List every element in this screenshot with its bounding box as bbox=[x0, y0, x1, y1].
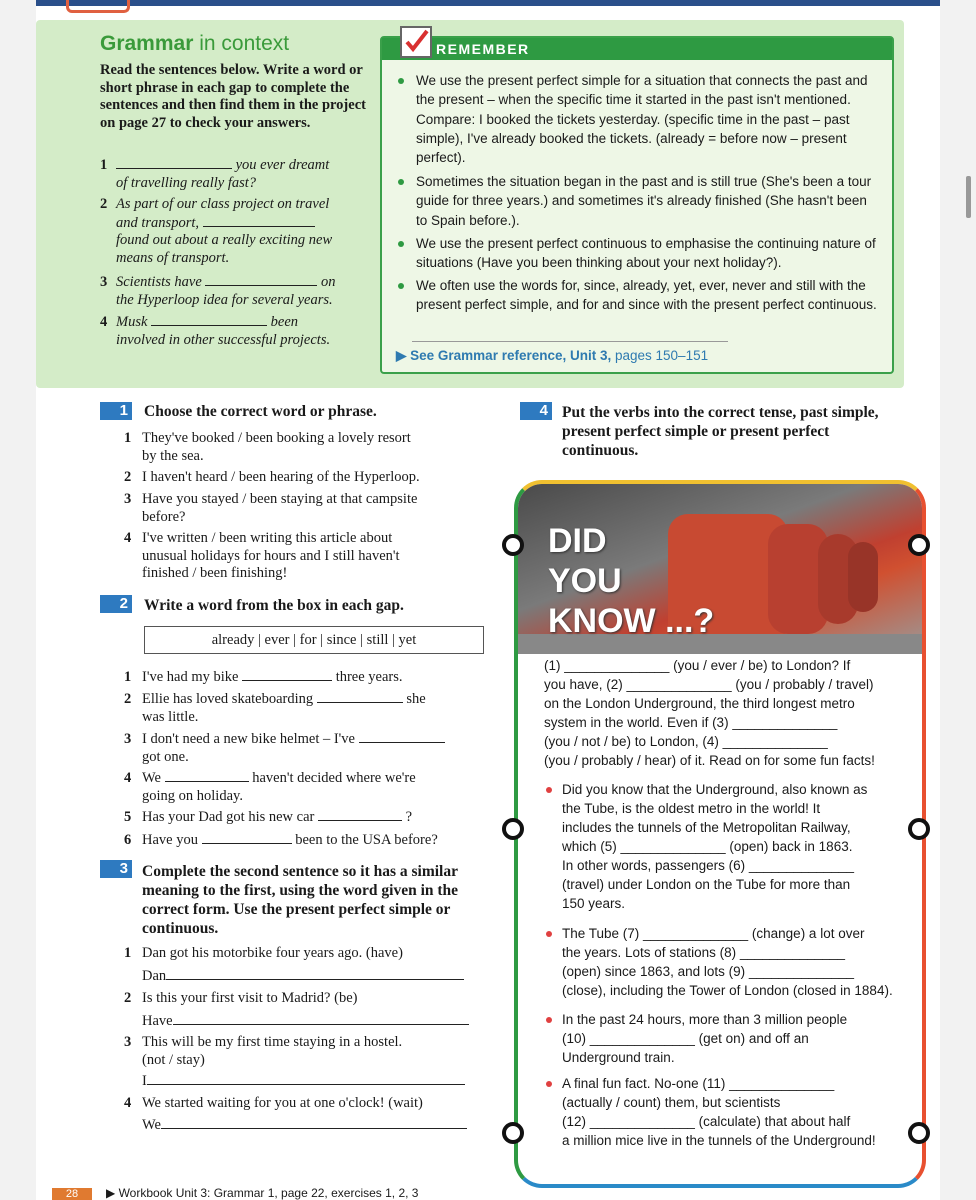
fact-4: A final fun fact. No-one (11) ______________ (actually / count) them, but scientists (12) ______________ (calculate) that about half a million mice live in the tunnels of the Underground! bbox=[562, 1074, 876, 1150]
did-you-know-title: DID bbox=[548, 522, 607, 560]
did-you-know-title: YOU bbox=[548, 562, 622, 600]
top-bar bbox=[36, 0, 940, 6]
tube-station-icon bbox=[502, 534, 524, 556]
answer-line[interactable]: I bbox=[142, 1072, 472, 1091]
exercise-number: 4 bbox=[520, 402, 552, 420]
exercise-3-heading: Complete the second sentence so it has a similar meaning to the first, using the word given in the correct form. Use the present perfect simple or continuous. bbox=[142, 863, 459, 937]
gap bbox=[151, 313, 267, 326]
page-number: 28 bbox=[52, 1188, 92, 1200]
exercise-1-item: 4 I've written / been writing this article about unusual holidays for hours and I still haven't finished / been finishing! bbox=[124, 530, 400, 581]
gap bbox=[318, 808, 402, 821]
scrollbar[interactable] bbox=[966, 176, 971, 218]
exercise-1-item: 1 They've booked / been booking a lovely resort by the sea. bbox=[124, 430, 411, 464]
exercise-1-item: 2 I haven't heard / been hearing of the Hyperloop. bbox=[124, 469, 420, 485]
remember-bullet-3: We use the present perfect continuous to emphasise the continuing nature of situations (Have you been thinking about your next holiday?). bbox=[416, 234, 878, 273]
exercise-number: 1 bbox=[100, 402, 132, 420]
exercise-2-item: 4 We haven't decided where we're going on holiday. bbox=[124, 770, 416, 804]
answer-line[interactable]: Have bbox=[142, 1012, 472, 1031]
exercise-2-item: 1 I've had my bike three years. bbox=[124, 669, 403, 685]
grammar-item-3: 3 Scientists have on the Hyperloop idea for several years. bbox=[100, 274, 336, 308]
remember-bullet-2: Sometimes the situation began in the past and is still true (She's been a tour guide for three years.) and sometimes it's already finished (She hasn't been to Spain before.). bbox=[416, 172, 878, 230]
gap bbox=[116, 156, 232, 169]
tube-station-icon bbox=[502, 1122, 524, 1144]
grammar-instructions: Read the sentences below. Write a word or short phrase in each gap to complete the sentences and then find them in the project on page 27 to check your answers. bbox=[100, 62, 366, 131]
workbook-reference: ▶ Workbook Unit 3: Grammar 1, page 22, exercises 1, 2, 3 bbox=[106, 1186, 419, 1200]
intro-line: (you / probably / hear) of it. Read on for some fun facts! bbox=[544, 753, 875, 768]
intro-line: (1) ______________ (you / ever / be) to London? If bbox=[544, 658, 851, 673]
did-you-know-title: KNOW ...? bbox=[548, 602, 715, 640]
exercise-3-item: 2 Is this your first visit to Madrid? (be) bbox=[124, 990, 358, 1006]
gap bbox=[205, 273, 317, 286]
answer-line[interactable]: We bbox=[142, 1116, 472, 1135]
fact-2: The Tube (7) ______________ (change) a lot over the years. Lots of stations (8) ______________ (open) since 1863, and lots (9) ______________ (close), including the Tower of London (closed in 1884). bbox=[562, 924, 893, 1000]
exercise-2-item: 2 Ellie has loved skateboarding she was little. bbox=[124, 691, 426, 725]
checkmark-icon bbox=[400, 26, 432, 58]
gap bbox=[203, 214, 315, 227]
tube-station-icon bbox=[908, 818, 930, 840]
grammar-item-2: 2 As part of our class project on travel and transport, found out about a really exciting new means of transport. bbox=[100, 196, 333, 266]
gap bbox=[242, 668, 332, 681]
exercise-3-item: 3 This will be my first time staying in a hostel. (not / stay) bbox=[124, 1034, 403, 1068]
exercise-3-item: 4 We started waiting for you at one o'clock! (wait) bbox=[124, 1095, 423, 1111]
intro-line: system in the world. Even if (3) ______________ bbox=[544, 715, 838, 730]
remember-bullet-4: We often use the words for, since, already, yet, ever, never and still with the present perfect simple, and for and since with the present perfect continuous. bbox=[416, 276, 878, 315]
gap bbox=[202, 831, 292, 844]
exercise-2-item: 6 Have you been to the USA before? bbox=[124, 832, 438, 848]
did-you-know-panel bbox=[514, 480, 926, 1188]
answer-line[interactable]: Dan bbox=[142, 967, 472, 986]
fact-3: In the past 24 hours, more than 3 million people (10) ______________ (get on) and off an Underground train. bbox=[562, 1010, 847, 1067]
exercise-1-heading: Choose the correct word or phrase. bbox=[144, 403, 377, 420]
gap bbox=[359, 730, 445, 743]
exercise-4-heading: Put the verbs into the correct tense, past simple, present perfect simple or present perfect continuous. bbox=[562, 404, 879, 459]
exercise-2-heading: Write a word from the box in each gap. bbox=[144, 597, 404, 614]
gap bbox=[317, 690, 403, 703]
top-tab bbox=[66, 0, 130, 13]
exercise-1-item: 3 Have you stayed / been staying at that campsite before? bbox=[124, 491, 418, 525]
exercise-2-item: 3 I don't need a new bike helmet – I've got one. bbox=[124, 730, 504, 766]
grammar-reference-link[interactable]: ▶ See Grammar reference, Unit 3, pages 150–151 bbox=[396, 348, 709, 363]
gap bbox=[165, 769, 249, 782]
fact-1: Did you know that the Underground, also known as the Tube, is the oldest metro in the world! It includes the tunnels of the Metropolitan Railway, which (5) ______________ (open) back in 1863. In other words, passengers (6) ______________ (travel) under London on the Tube for more than 150 years. bbox=[562, 780, 867, 913]
tube-station-icon bbox=[908, 534, 930, 556]
divider bbox=[412, 341, 728, 342]
intro-line: (you / not / be) to London, (4) ______________ bbox=[544, 734, 828, 749]
remember-header bbox=[382, 38, 892, 60]
intro-line: on the London Underground, the third longest metro bbox=[544, 696, 855, 711]
grammar-title: Grammar in context bbox=[100, 32, 290, 55]
textbook-page bbox=[36, 0, 940, 1200]
grammar-item-4: 4 Musk been involved in other successful projects. bbox=[100, 314, 331, 348]
remember-box bbox=[380, 36, 894, 374]
remember-heading: REMEMBER bbox=[436, 41, 530, 57]
remember-bullet-1: We use the present perfect simple for a situation that connects the past and the present – when the specific time it started in the past isn't mentioned. Compare: I booked the tickets yesterday. (specific time in the past – past simple), I've already booked the tickets. (already = before now – present perfect). bbox=[416, 71, 878, 167]
exercise-2-item: 5 Has your Dad got his new car ? bbox=[124, 809, 413, 825]
exercise-3-item: 1 Dan got his motorbike four years ago. (have) bbox=[124, 945, 403, 961]
exercise-number: 2 bbox=[100, 595, 132, 613]
intro-line: you have, (2) ______________ (you / probably / travel) bbox=[544, 677, 874, 692]
tube-station-icon bbox=[908, 1122, 930, 1144]
exercise-number: 3 bbox=[100, 860, 132, 878]
grammar-item-1: 1 you ever dreamt of travelling really fast? bbox=[100, 157, 330, 191]
tube-station-icon bbox=[502, 818, 524, 840]
word-box: already | ever | for | since | still | yet bbox=[144, 626, 484, 654]
